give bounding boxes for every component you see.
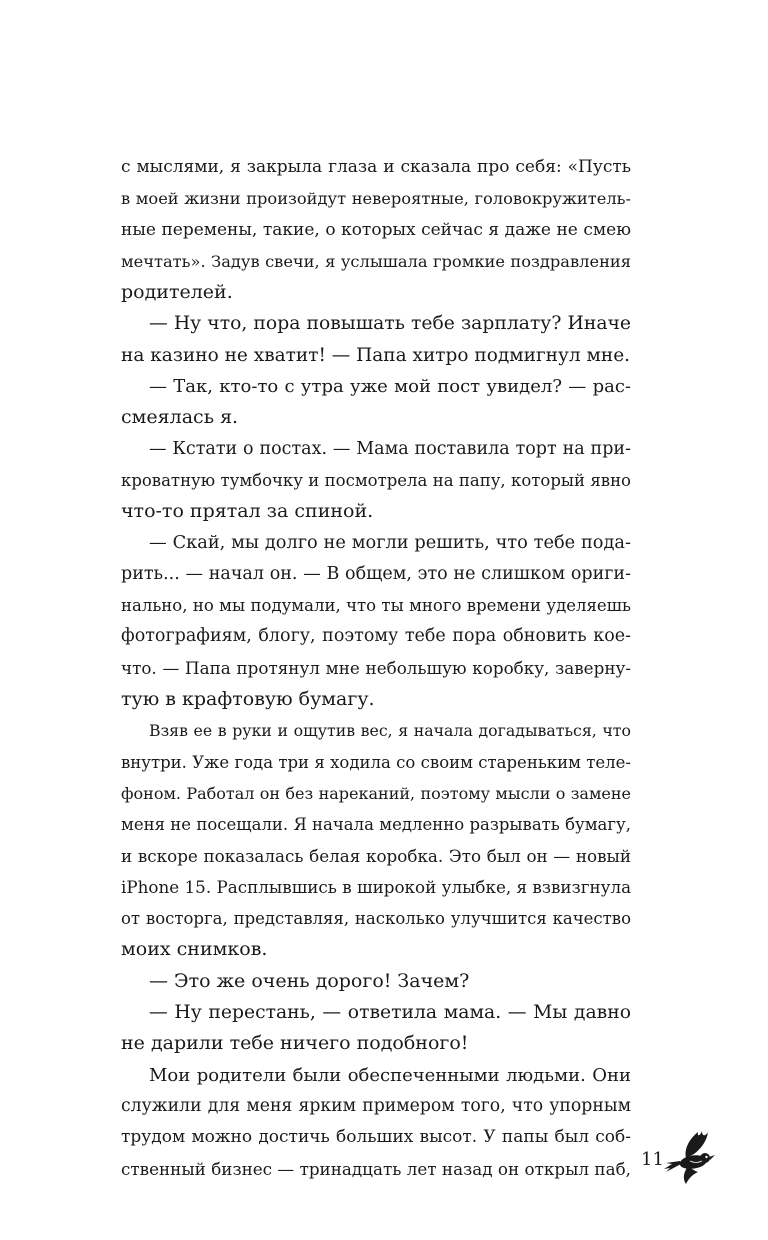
text-line: родителей. — [121, 281, 233, 304]
text-line: — Это же очень дорого! Зачем? — [149, 969, 470, 992]
text-line: на казино не хватит! — Папа хитро подмигнул мне. — [121, 344, 631, 366]
text-line: смеялась я. — [121, 406, 239, 429]
text-line: что. — Папа протянул мне небольшую коробку, заверну- — [121, 657, 631, 678]
text-line: трудом можно достичь больших высот. У папы был соб- — [121, 1127, 631, 1148]
text-line: что-то прятал за спиной. — [121, 500, 374, 523]
bird-icon — [662, 1128, 718, 1186]
text-line: — Кстати о постах. — Мама поставила торт на при- — [149, 438, 631, 459]
text-line: моих снимков. — [121, 938, 268, 961]
text-line: не дарили тебе ничего подобного! — [121, 1032, 469, 1055]
text-line: в моей жизни произойдут невероятные, головокружитель- — [121, 189, 631, 209]
text-line: — Скай, мы долго не могли решить, что тебе пода- — [149, 532, 631, 553]
text-line: кроватную тумбочку и посмотрела на папу, который явно — [121, 470, 631, 490]
text-line: от восторга, представляя, насколько улучшится качество — [121, 909, 631, 929]
text-line: iPhone 15. Расплывшись в широкой улыбке, я взвизгнула — [121, 876, 632, 897]
text-line: тую в крафтовую бумагу. — [121, 688, 375, 711]
text-line: нально, но мы подумали, что ты много времени уделяешь — [121, 596, 631, 616]
text-line: с мыслями, я закрыла глаза и сказала про себя: «Пусть — [121, 157, 631, 177]
page-number: 11 — [641, 1149, 664, 1170]
text-line: — Так, кто-то с утра уже мой пост увидел? — рас- — [149, 376, 631, 398]
text-line: ные перемены, такие, о которых сейчас я даже не смею — [121, 219, 631, 240]
text-line: Мои родители были обеспеченными людьми. Они — [149, 1064, 631, 1086]
text-line: и вскоре показалась белая коробка. Это был он — новый — [121, 845, 631, 866]
text-line: мечтать». Задув свечи, я услышала громкие поздравления — [121, 251, 631, 271]
text-line: — Ну перестань, — ответила мама. — Мы давно — [149, 1002, 631, 1024]
text-line: — Ну что, пора повышать тебе зарплату? Иначе — [149, 313, 631, 335]
text-line: служили для меня ярким примером того, что упорным — [121, 1095, 631, 1116]
text-line: ственный бизнес — тринадцать лет назад он открыл паб, — [121, 1158, 631, 1179]
text-line: фоном. Работал он без нареканий, поэтому мысли о замене — [121, 783, 631, 803]
text-line: Взяв ее в руки и ощутив вес, я начала догадываться, что — [149, 721, 631, 741]
body-text — [121, 152, 631, 1185]
text-line: меня не посещали. Я начала медленно разрывать бумагу, — [121, 815, 631, 835]
text-line: фотографиям, блогу, поэтому тебе пора обновить кое- — [121, 626, 631, 647]
text-line: рить... — начал он. — В общем, это не слишком ориги- — [121, 563, 631, 584]
text-line: внутри. Уже года три я ходила со своим стареньким теле- — [121, 752, 631, 772]
